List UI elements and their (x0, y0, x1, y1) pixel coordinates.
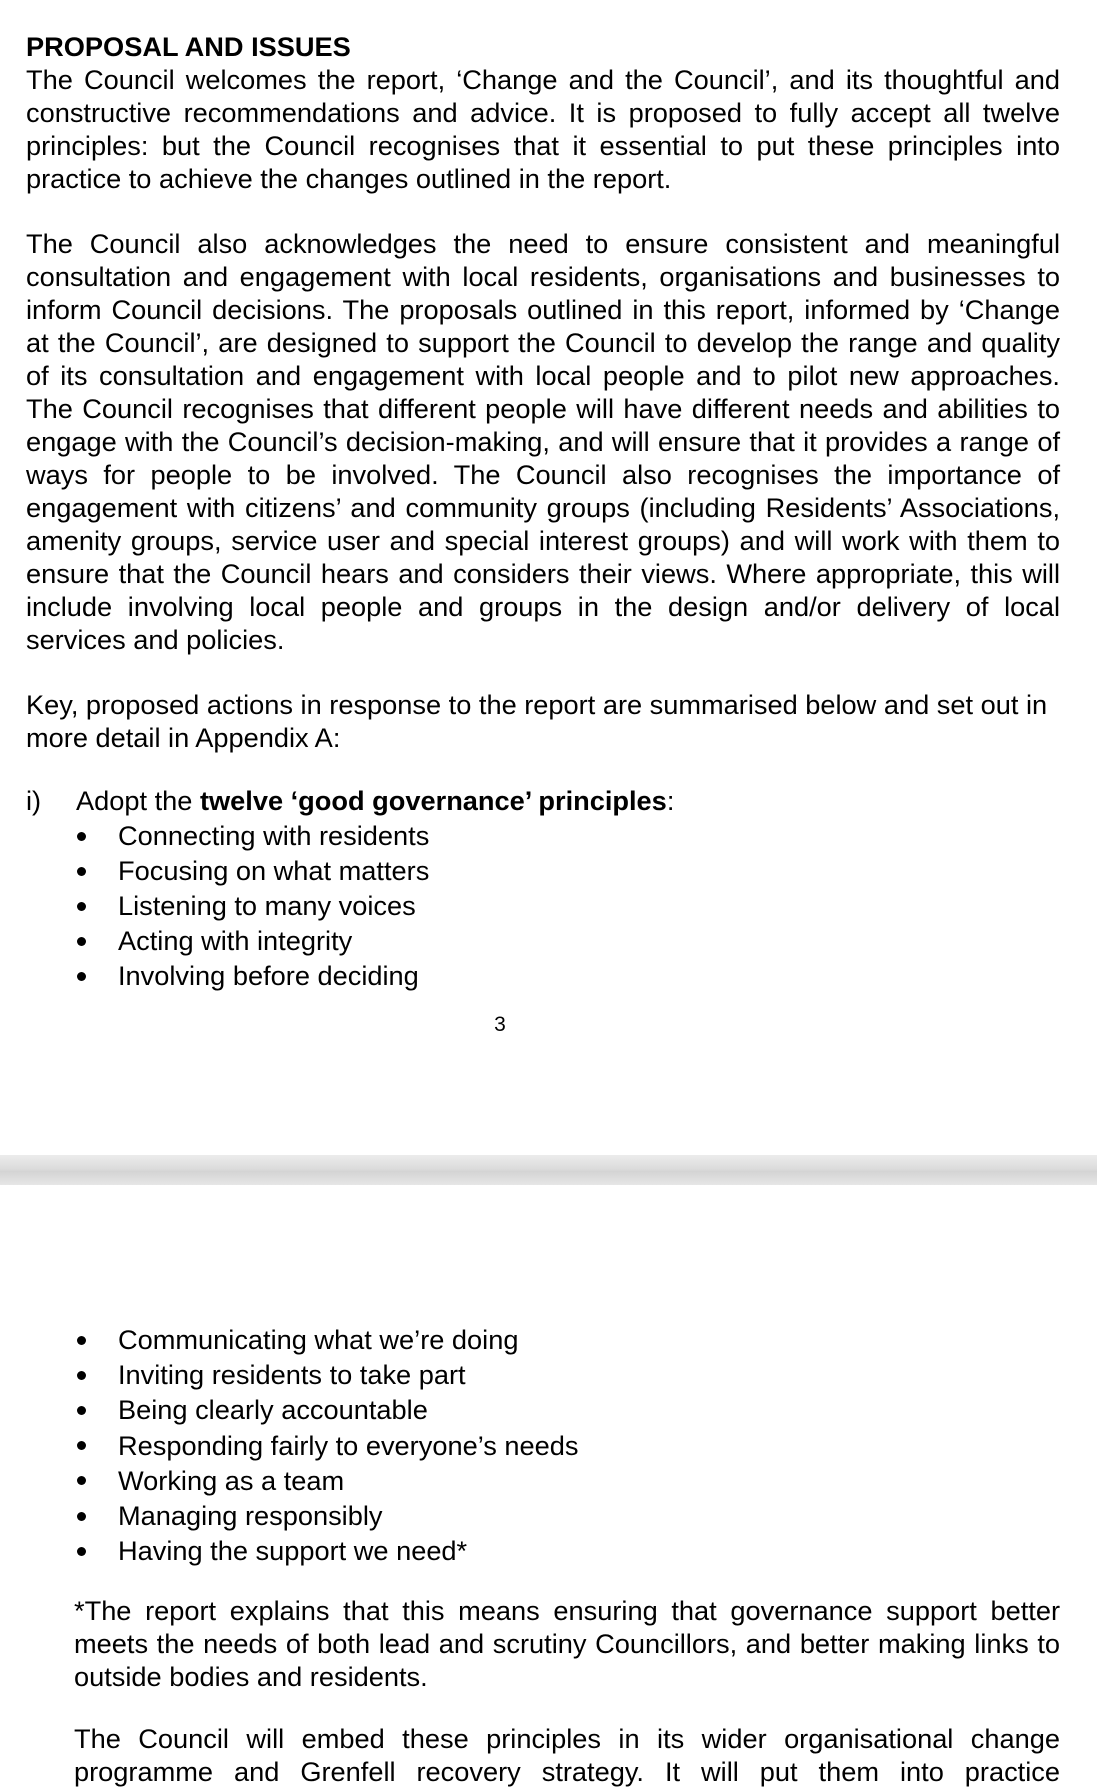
list-item: Involving before deciding (74, 958, 429, 993)
list-item: Managing responsibly (74, 1498, 578, 1533)
page-separator (0, 1155, 1097, 1185)
list-item: Responding fairly to everyone’s needs (74, 1428, 578, 1463)
footnote-paragraph: *The report explains that this means ensuring that governance support better meets the needs of both lead and scrutiny Councillors, and better making links to outside bodies and residents. (74, 1595, 1060, 1692)
list-item: Inviting residents to take part (74, 1357, 578, 1392)
list-item: Communicating what we’re doing (74, 1322, 578, 1357)
principles-list-part-1 (74, 818, 429, 993)
paragraph-consultation: The Council also acknowledges the need to ensure consistent and meaningful consultation and engagement with local residents, organisations and businesses to inform Council decisions. The proposals outlined in this report, informed by ‘Change at the Council’, are designed to support the Council to develop the range and quality of its consultation and engagement with local people and to pilot new approaches. The Council recognises that different people will have different needs and abilities to engage with the Council’s decision-making, and will ensure that it provides a range of ways for people to be involved. The Council also recognises the importance of engagement with citizens’ and community groups (including Residents’ Associations, amenity groups, service user and special interest groups) and will work with them to ensure that the Council hears and considers their views. Where appropriate, this will include involving local people and groups in the design and/or delivery of local services and policies. (26, 228, 1060, 655)
list-item: Being clearly accountable (74, 1392, 578, 1427)
item-suffix: : (666, 785, 675, 816)
page-number: 3 (494, 1013, 506, 1036)
item-bold-text: twelve ‘good governance’ principles (199, 785, 667, 816)
section-heading: PROPOSAL AND ISSUES (26, 31, 351, 62)
list-item: Connecting with residents (74, 818, 429, 853)
item-number: i) (26, 785, 42, 816)
paragraph-embed-principles-line-2: programme and Grenfell recovery strategy. It will put them into practice (74, 1756, 1060, 1787)
list-item: Acting with integrity (74, 923, 429, 958)
paragraph-embed-principles-line-1: The Council will embed these principles in its wider organisational change (74, 1723, 1060, 1754)
list-item: Focusing on what matters (74, 853, 429, 888)
paragraph-welcome: The Council welcomes the report, ‘Change and the Council’, and its thoughtful and constructive recommendations and advice. It is proposed to fully accept all twelve principles: but the Council recognises that it essential to put these principles into practice to achieve the changes outlined in the report. (26, 64, 1060, 194)
list-item: Listening to many voices (74, 888, 429, 923)
paragraph-key-actions: Key, proposed actions in response to the report are summarised below and set out in more detail in Appendix A: (26, 689, 1048, 753)
list-item: Having the support we need* (74, 1533, 578, 1568)
item-prefix: Adopt the (76, 785, 200, 816)
list-item-i (26, 783, 674, 819)
principles-list-part-2 (74, 1322, 578, 1568)
list-item: Working as a team (74, 1463, 578, 1498)
